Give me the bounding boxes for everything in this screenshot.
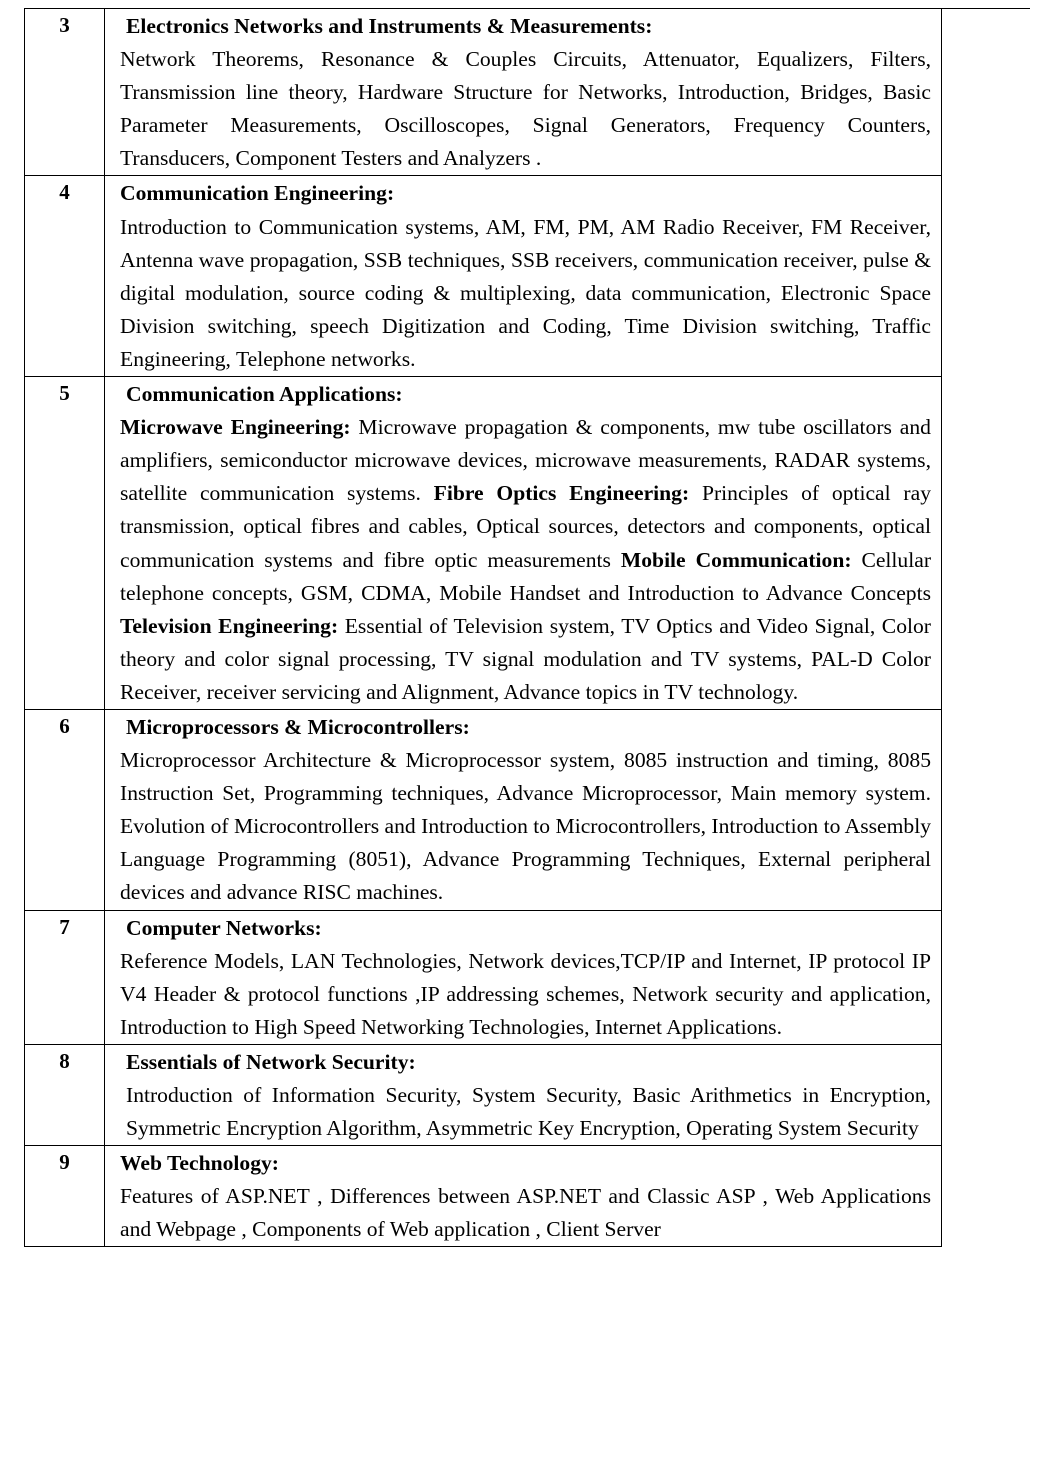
row-heading: Web Technology:: [120, 1151, 279, 1176]
row-number: 5: [25, 377, 105, 710]
row-number: 3: [25, 9, 105, 176]
segment-text-microwave: Microwave propagation & components, mw tube oscillators and amplifiers, semiconductor microwave devices, microwave measurements, RADAR systems, satellite communication systems.: [120, 415, 931, 506]
blank-cell: [942, 377, 1031, 710]
blank-cell: [942, 9, 1031, 176]
table-row: [25, 377, 1031, 710]
row-heading: Computer Networks:: [126, 915, 322, 940]
row-content: [105, 176, 942, 377]
row-text: Introduction of Information Security, System Security, Basic Arithmetics in Encryption, Symmetric Encryption Algorithm, Asymmetric Key Encryption, Operating System Security: [126, 1083, 931, 1141]
table-row: [25, 176, 1031, 377]
row-number: 8: [25, 1044, 105, 1145]
subheading-microwave: Microwave Engineering:: [120, 415, 351, 440]
table-row: [25, 1146, 1031, 1247]
row-text: Introduction to Communication systems, AM, FM, PM, AM Radio Receiver, FM Receiver, Antenna wave propagation, SSB techniques, SSB receivers, communication receiver, pulse & digital modulation, source coding & multiplexing, data communication, Electronic Space Division switching, speech Digitization and Coding, Time Division switching, Traffic Engineering, Telephone networks.: [120, 214, 931, 371]
row-text: Reference Models, LAN Technologies, Network devices,TCP/IP and Internet, IP protocol IP V4 Header & protocol functions ,IP addressing schemes, Network security and application, Introduction to High Speed Networking Technologies, Internet Applications.: [120, 948, 931, 1039]
table-row: [25, 910, 1031, 1044]
segment-text-television: Essential of Television system, TV Optics and Video Signal, Color theory and color signal processing, TV signal modulation and TV systems, PAL-D Color Receiver, receiver servicing and Alignment, Advance topics in TV technology.: [120, 613, 931, 704]
blank-cell: [942, 1146, 1031, 1247]
row-text: Network Theorems, Resonance & Couples Circuits, Attenuator, Equalizers, Filters, Transmission line theory, Hardware Structure for Networks, Introduction, Bridges, Basic Parameter Measurements, Oscilloscopes, Signal Generators, Frequency Counters, Transducers, Component Testers and Analyzers .: [120, 47, 931, 171]
row-heading: Electronics Networks and Instruments & Measurements:: [126, 14, 653, 38]
row-number: 9: [25, 1146, 105, 1247]
subheading-fibre-optics: Fibre Optics Engineering:: [433, 481, 690, 506]
segment-text-mobile: Cellular telephone concepts, GSM, CDMA, Mobile Handset and Introduction to Advance Concepts: [120, 547, 932, 605]
row-heading: Microprocessors & Microcontrollers:: [126, 714, 470, 739]
row-content: [105, 9, 942, 176]
row-content: [105, 1044, 942, 1145]
subheading-television: Television Engineering:: [120, 613, 339, 638]
row-text: Microprocessor Architecture & Microprocessor system, 8085 instruction and timing, 8085 Instruction Set, Programming techniques, Advance Microprocessor, Main memory system. Evolution of Microcontrollers and Introduction to Microcontrollers, Introduction to Assembly Language Programming (8051), Advance Programming Techniques, External peripheral devices and advance RISC machines.: [120, 748, 931, 905]
row-number: 7: [25, 910, 105, 1044]
blank-cell: [942, 176, 1031, 377]
row-content: [105, 377, 942, 710]
syllabus-table: [24, 8, 1030, 1247]
row-text-segments: [120, 411, 931, 709]
row-content: [105, 709, 942, 910]
row-heading: Communication Engineering:: [120, 181, 395, 206]
row-number: 4: [25, 176, 105, 377]
blank-cell: [942, 910, 1031, 1044]
row-heading: Essentials of Network Security:: [126, 1049, 416, 1074]
document-page: [24, 8, 1030, 1475]
segment-text-fibre-optics: Principles of optical ray transmission, optical fibres and cables, Optical sources, detectors and components, optical communication systems and fibre optic measurements: [120, 481, 931, 572]
row-content: [105, 910, 942, 1044]
row-text: Features of ASP.NET , Differences between ASP.NET and Classic ASP , Web Applications and Webpage , Components of Web application , Client Server: [120, 1184, 931, 1242]
blank-cell: [942, 1044, 1031, 1145]
row-content: [105, 1146, 942, 1247]
subheading-mobile: Mobile Communication:: [620, 547, 852, 572]
table-row: [25, 1044, 1031, 1145]
row-heading: Communication Applications:: [126, 382, 403, 407]
table-row: [25, 9, 1031, 176]
row-number: 6: [25, 709, 105, 910]
blank-cell: [942, 709, 1031, 910]
table-row: [25, 709, 1031, 910]
